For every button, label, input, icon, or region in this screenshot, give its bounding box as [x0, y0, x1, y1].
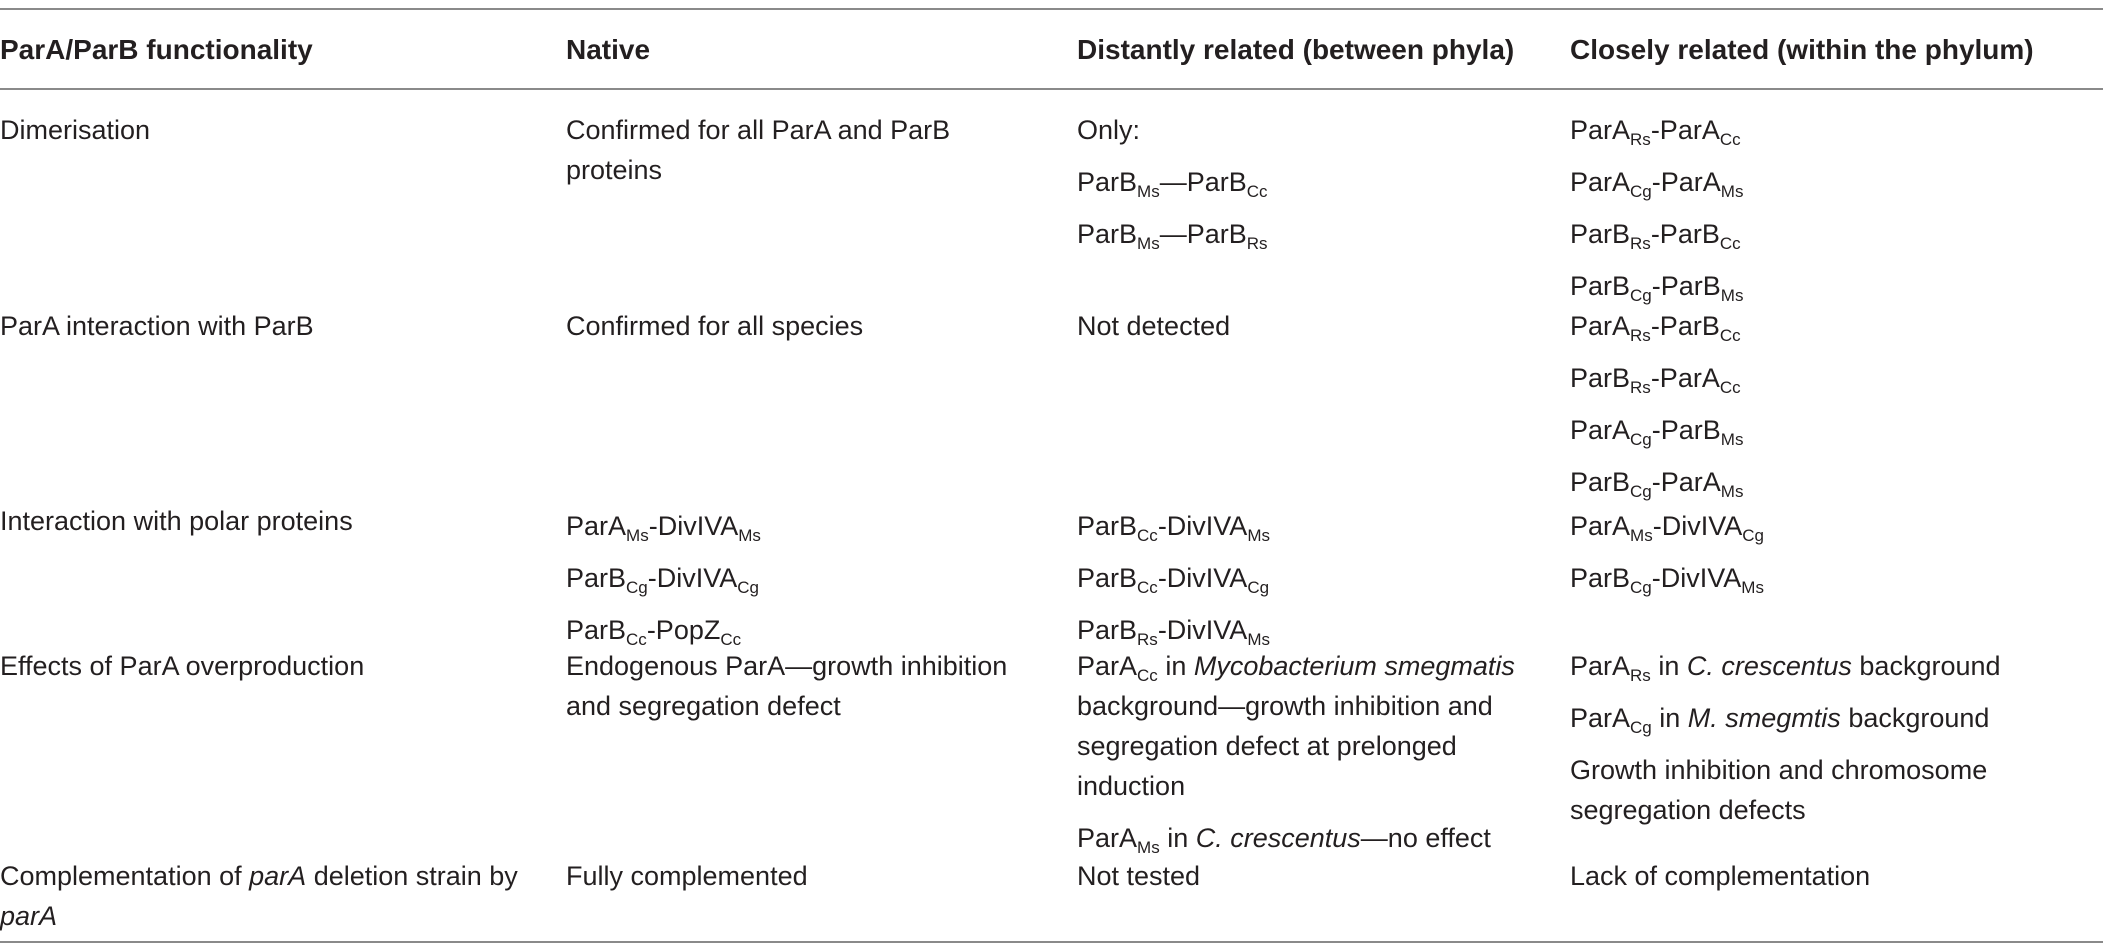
row-4-native: Endogenous ParA—growth inhibition and segregation defect [566, 651, 1008, 721]
native-item: ParB$_{Cc}$-PopZ$_{Cc}$ [566, 615, 742, 649]
distant-item: ParB$_{Ms}$—ParB$_{Rs}$ [1077, 219, 1268, 253]
row-5-native: Fully complemented [566, 861, 808, 891]
close-item: ParA$_{Ms}$-DivIVA$_{Cg}$ [1570, 511, 1764, 545]
row-3-native [566, 506, 1046, 650]
top-rule [0, 8, 2103, 10]
row-1-distant [1077, 110, 1547, 254]
row-2-close [1570, 306, 2100, 502]
distant-item: ParB$_{Cc}$-DivIVA$_{Ms}$ [1077, 511, 1270, 545]
header-distantly-related: Distantly related (between phyla) [1077, 34, 1515, 65]
header-rule [0, 88, 2103, 90]
close-item: ParA$_{Rs}$-ParA$_{Cc}$ [1570, 115, 1741, 149]
close-item: ParB$_{Rs}$-ParB$_{Cc}$ [1570, 219, 1741, 253]
distant-item: ParB$_{Ms}$—ParB$_{Cc}$ [1077, 167, 1268, 201]
row-4-close [1570, 646, 2100, 830]
header-native: Native [566, 34, 651, 65]
close-item: Growth inhibition and chromosome segregation defects [1570, 755, 1988, 825]
close-item: ParA$_{Rs}$ in C. crescentus background [1570, 651, 2001, 685]
row-5-close: Lack of complementation [1570, 861, 1871, 891]
bottom-rule [0, 941, 2103, 943]
row-1-native: Confirmed for all ParA and ParB proteins [566, 115, 951, 185]
close-item: ParA$_{Cg}$-ParA$_{Ms}$ [1570, 167, 1744, 201]
row-5-distant: Not tested [1077, 861, 1201, 891]
header-functionality: ParA/ParB functionality [0, 34, 313, 65]
row-4-distant [1077, 646, 1547, 858]
close-item: ParA$_{Cg}$-ParB$_{Ms}$ [1570, 415, 1744, 449]
row-1-functionality: Dimerisation [0, 115, 151, 145]
row-1-close [1570, 110, 2100, 306]
row-3-distant [1077, 506, 1547, 650]
close-item: ParA$_{Rs}$-ParB$_{Cc}$ [1570, 311, 1741, 345]
close-item: ParB$_{Cg}$-ParB$_{Ms}$ [1570, 271, 1744, 305]
distant-item: ParB$_{Rs}$-DivIVA$_{Ms}$ [1077, 615, 1270, 649]
header-closely-related: Closely related (within the phylum) [1570, 34, 2034, 65]
row-3-functionality: Interaction with polar proteins [0, 506, 353, 536]
distant-item: Only: [1077, 115, 1141, 145]
row-2-distant: Not detected [1077, 311, 1231, 341]
row-4-functionality: Effects of ParA overproduction [0, 651, 365, 681]
distant-item: ParA$_{Ms}$ in C. crescentus—no effect [1077, 823, 1491, 857]
native-item: ParA$_{Ms}$-DivIVA$_{Ms}$ [566, 511, 761, 545]
row-3-close [1570, 506, 2100, 598]
row-2-native: Confirmed for all species [566, 311, 864, 341]
row-2-functionality: ParA interaction with ParB [0, 311, 314, 341]
close-item: ParA$_{Cg}$ in M. smegmtis background [1570, 703, 1990, 737]
distant-item: ParA$_{Cc}$ in Mycobacterium smegmatis background—growth inhibition and segregation defect at prelonged induction [1077, 651, 1515, 801]
close-item: ParB$_{Cg}$-DivIVA$_{Ms}$ [1570, 563, 1764, 597]
distant-item: ParB$_{Cc}$-DivIVA$_{Cg}$ [1077, 563, 1270, 597]
native-item: ParB$_{Cg}$-DivIVA$_{Cg}$ [566, 563, 760, 597]
row-5-functionality: Complementation of parA deletion strain by parA [0, 861, 518, 931]
close-item: ParB$_{Cg}$-ParA$_{Ms}$ [1570, 467, 1744, 501]
close-item: ParB$_{Rs}$-ParA$_{Cc}$ [1570, 363, 1741, 397]
